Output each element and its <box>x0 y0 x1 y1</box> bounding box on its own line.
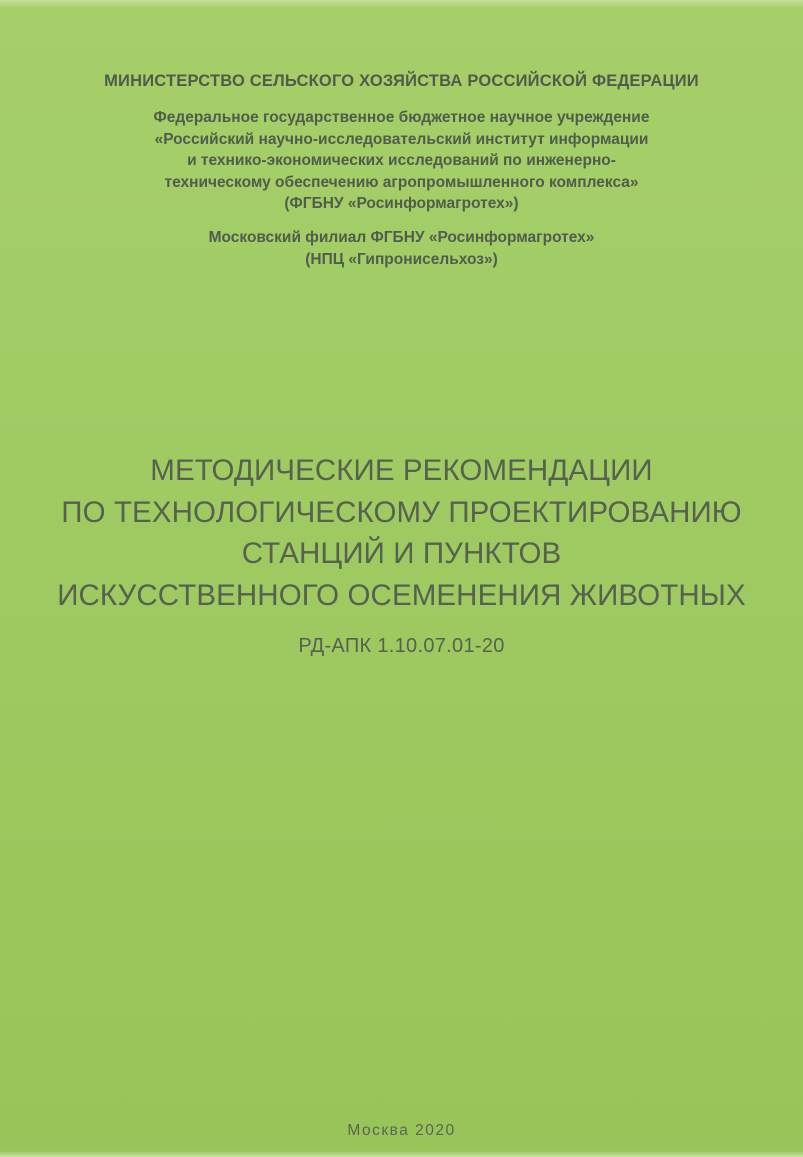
institution-name-block <box>0 107 803 215</box>
cover-bottom-edge <box>0 1151 803 1157</box>
institution-line: и технико-экономических исследований по инженерно- <box>187 152 616 169</box>
cover-top-edge <box>0 0 803 8</box>
publication-city-year: Москва 2020 <box>347 1122 456 1139</box>
title-line: ПО ТЕХНОЛОГИЧЕСКОМУ ПРОЕКТИРОВАНИЮ <box>61 495 742 529</box>
institution-abbreviation: (ФГБНУ «Росинформагротех») <box>284 195 519 212</box>
branch-abbreviation: (НПЦ «Гипронисельхоз») <box>305 250 498 268</box>
title-line: МЕТОДИЧЕСКИЕ РЕКОМЕНДАЦИИ <box>150 454 653 487</box>
document-title <box>0 450 803 616</box>
title-line: СТАНЦИЙ И ПУНКТОВ <box>241 537 562 570</box>
branch-name-block <box>0 227 803 270</box>
branch-line: Московский филиал ФГБНУ «Росинформагротех» <box>208 229 595 246</box>
institution-line: техническому обеспечению агропромышленного комплекса» <box>164 173 639 191</box>
ministry-name: МИНИСТЕРСТВО СЕЛЬСКОГО ХОЗЯЙСТВА РОССИЙСКОЙ ФЕДЕРАЦИИ <box>104 72 699 90</box>
document-code: РД-АПК 1.10.07.01-20 <box>298 635 505 657</box>
institution-line: Федеральное государственное бюджетное научное учреждение <box>153 109 650 126</box>
title-line: ИСКУССТВЕННОГО ОСЕМЕНЕНИЯ ЖИВОТНЫХ <box>57 578 746 612</box>
institution-line: «Российский научно-исследовательский институт информации <box>154 130 649 148</box>
